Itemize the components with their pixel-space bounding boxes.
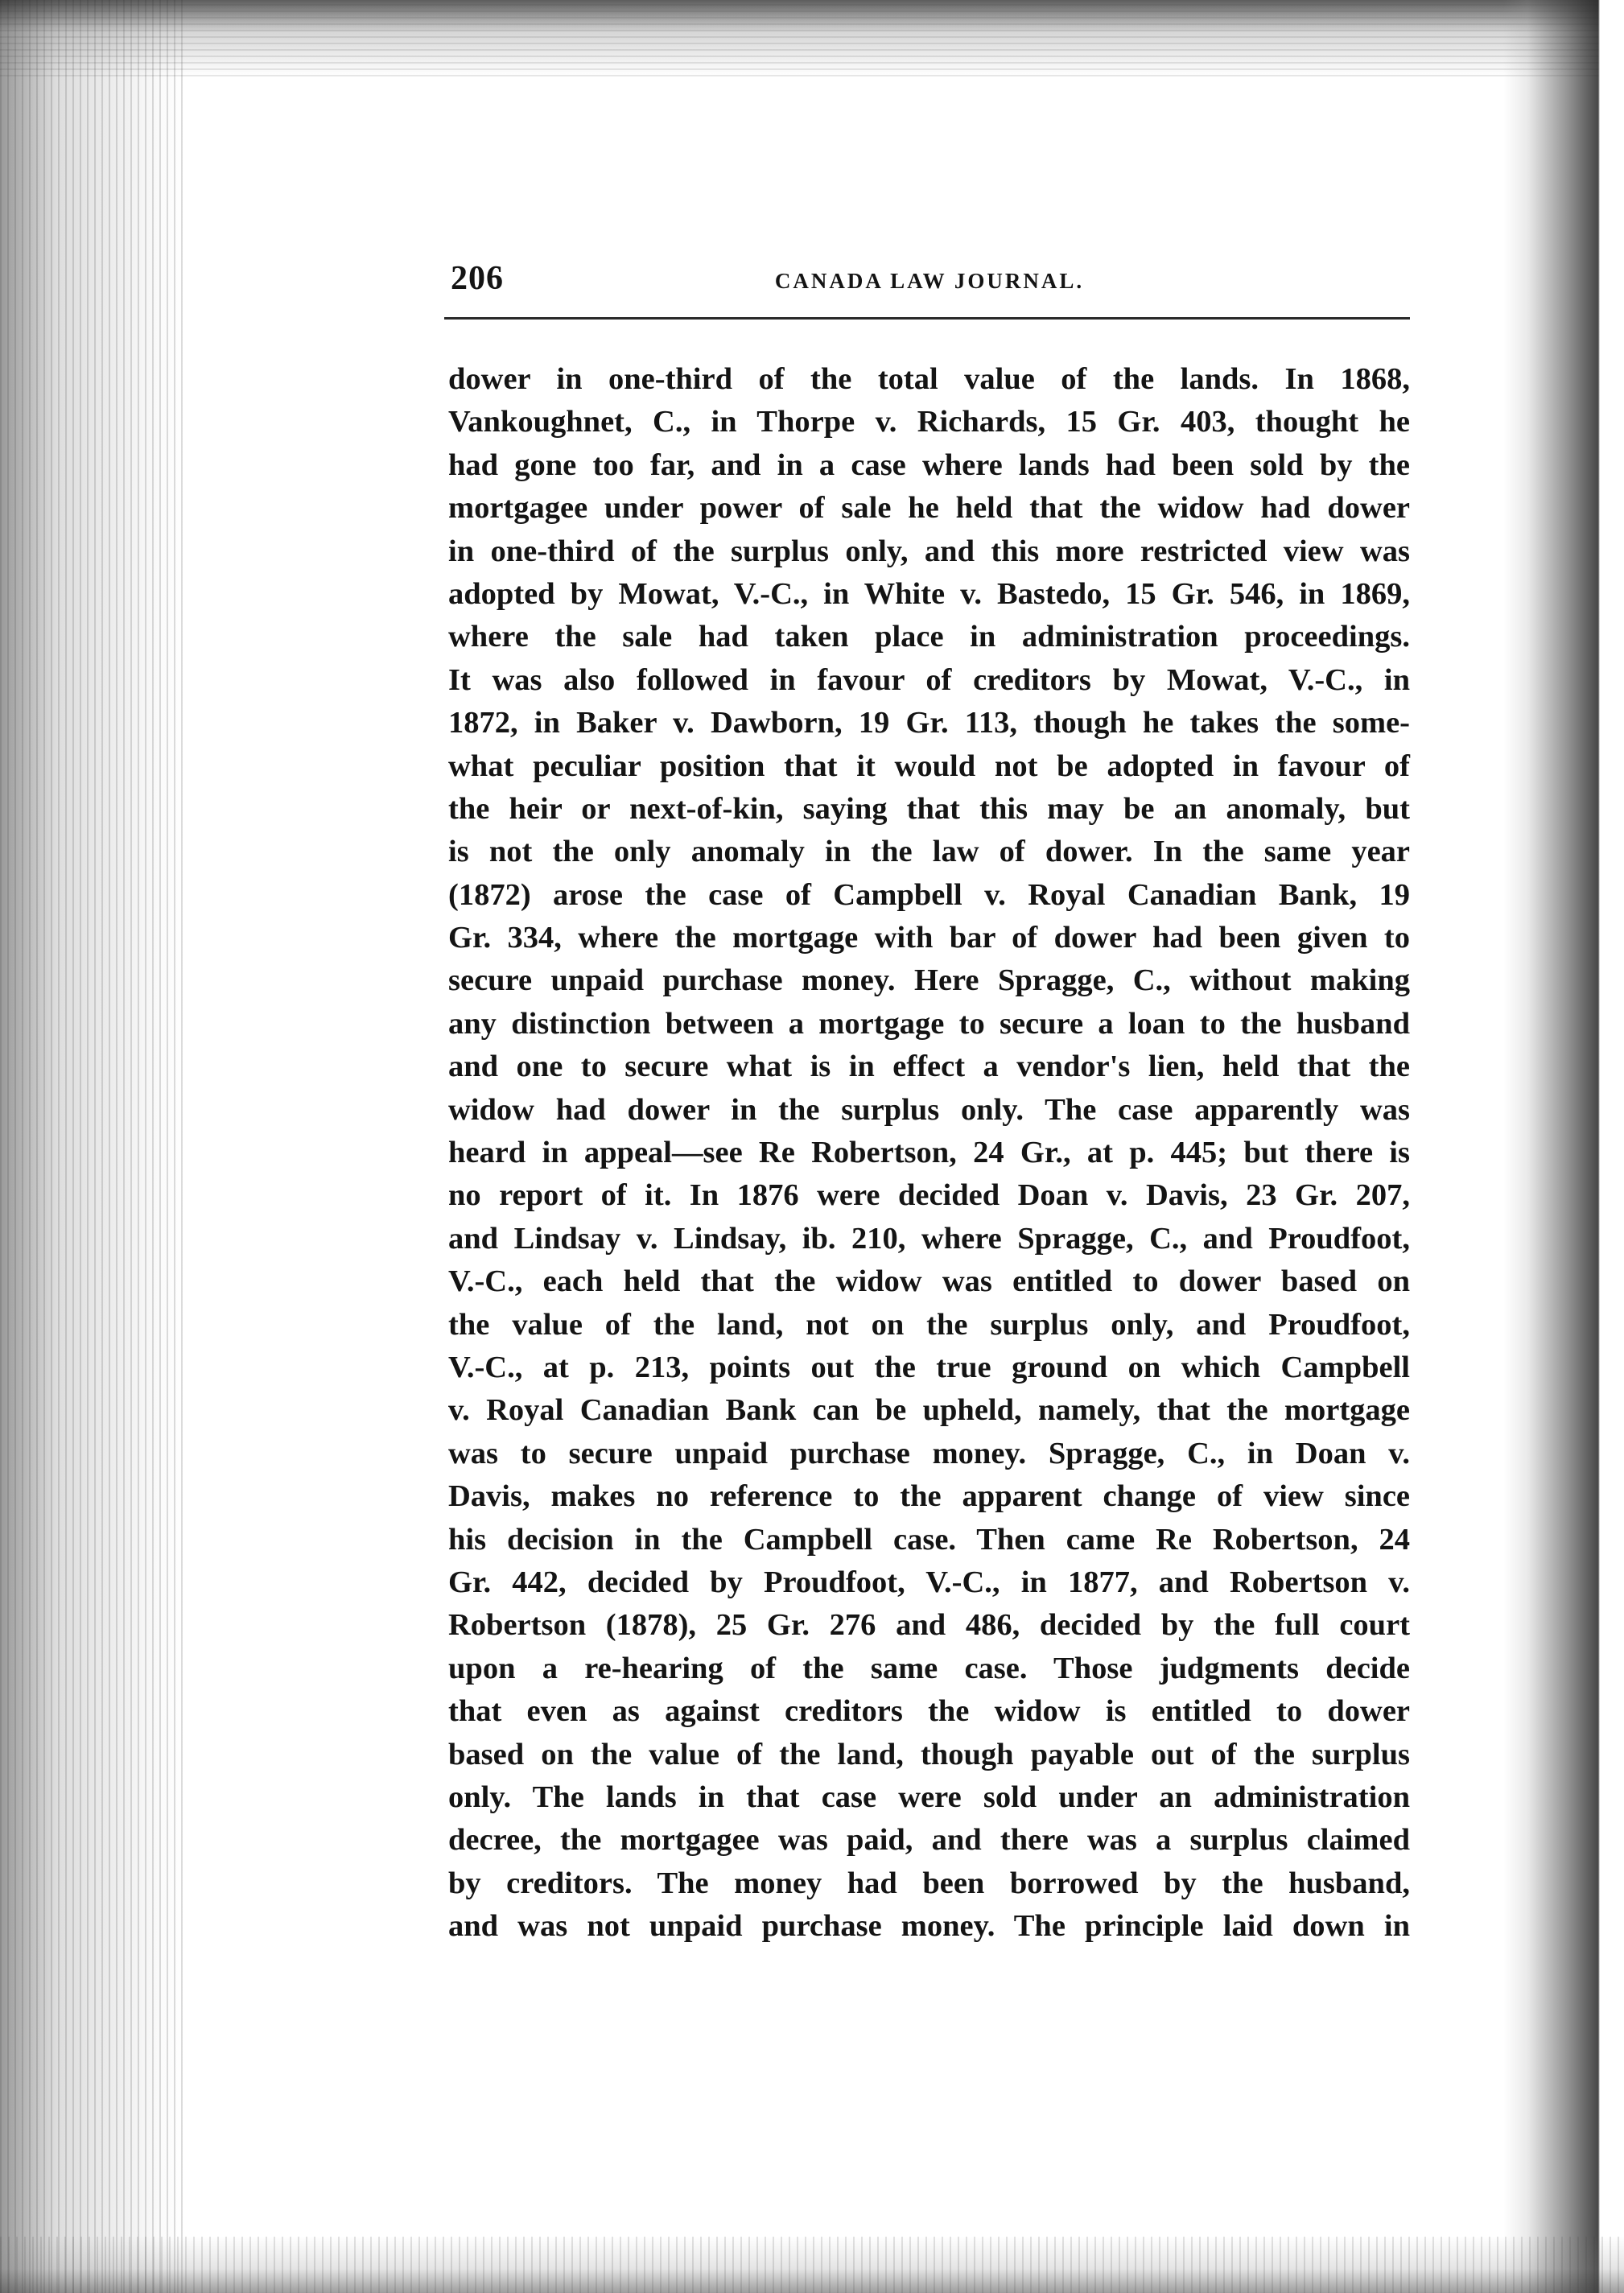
scan-edge-top bbox=[0, 0, 1624, 76]
text-line: where the sale had taken place in administration proceedings. bbox=[448, 620, 1410, 654]
text-line: his decision in the Campbell case. Then came Re Robertson, 24 bbox=[448, 1522, 1410, 1557]
text-line: dower in one-third of the total value of the lands. In 1868, bbox=[448, 362, 1410, 396]
text-line: that even as against creditors the widow is entitled to dower bbox=[448, 1694, 1410, 1729]
page-number: 206 bbox=[451, 260, 504, 297]
text-line: decree, the mortgagee was paid, and there was a surplus claimed bbox=[448, 1823, 1410, 1858]
scan-edge-right bbox=[1503, 0, 1624, 2293]
text-line: upon a re-hearing of the same case. Those judgments decide bbox=[448, 1651, 1410, 1685]
text-line: 1872, in Baker v. Dawborn, 19 Gr. 113, though he takes the some- bbox=[448, 706, 1410, 740]
text-line: the heir or next-of-kin, saying that this may be an anomaly, but bbox=[448, 791, 1410, 826]
header-rule bbox=[444, 317, 1410, 320]
page-header bbox=[451, 259, 1408, 307]
text-line: Vankoughnet, C., in Thorpe v. Richards, 15 Gr. 403, thought he bbox=[448, 405, 1410, 439]
text-line: in one-third of the surplus only, and this more restricted view was bbox=[448, 534, 1410, 568]
scan-edge-left bbox=[0, 0, 185, 2293]
text-line: secure unpaid purchase money. Here Spragge, C., without making bbox=[448, 963, 1410, 998]
text-line: only. The lands in that case were sold under an administration bbox=[448, 1780, 1410, 1814]
text-line: what peculiar position that it would not be adopted in favour of bbox=[448, 749, 1410, 783]
running-head: CANADA LAW JOURNAL. bbox=[774, 269, 1085, 293]
text-line: (1872) arose the case of Campbell v. Royal Canadian Bank, 19 bbox=[448, 877, 1410, 912]
text-line: v. Royal Canadian Bank can be upheld, namely, that the mortgage bbox=[448, 1393, 1410, 1428]
text-line: Gr. 334, where the mortgage with bar of dower had been given to bbox=[448, 921, 1410, 955]
text-line: no report of it. In 1876 were decided Doan v. Davis, 23 Gr. 207, bbox=[448, 1178, 1410, 1213]
text-line: Robertson (1878), 25 Gr. 276 and 486, decided by the full court bbox=[448, 1608, 1410, 1643]
text-line: It was also followed in favour of creditors by Mowat, V.-C., in bbox=[448, 662, 1410, 697]
text-line: Davis, makes no reference to the apparent change of view since bbox=[448, 1479, 1410, 1514]
text-line: mortgagee under power of sale he held that the widow had dower bbox=[448, 491, 1410, 526]
text-line: based on the value of the land, though payable out of the surplus bbox=[448, 1737, 1410, 1771]
text-line: is not the only anomaly in the law of dower. In the same year bbox=[448, 835, 1410, 869]
text-line: Gr. 442, decided by Proudfoot, V.-C., in 1877, and Robertson v. bbox=[448, 1565, 1410, 1599]
text-line: widow had dower in the surplus only. The case apparently was bbox=[448, 1092, 1410, 1127]
text-line: and one to secure what is in effect a vendor's lien, held that the bbox=[448, 1050, 1410, 1084]
text-line: V.-C., at p. 213, points out the true ground on which Campbell bbox=[448, 1350, 1410, 1384]
text-line: and Lindsay v. Lindsay, ib. 210, where Spragge, C., and Proudfoot, bbox=[448, 1221, 1410, 1256]
body-text bbox=[448, 358, 1410, 1948]
text-line: had gone too far, and in a case where lands had been sold by the bbox=[448, 447, 1410, 482]
scan-edge-bottom bbox=[0, 2237, 1624, 2293]
text-line: by creditors. The money had been borrowed by the husband, bbox=[448, 1866, 1410, 1900]
text-line: adopted by Mowat, V.-C., in White v. Bastedo, 15 Gr. 546, in 1869, bbox=[448, 576, 1410, 611]
text-line: and was not unpaid purchase money. The principle laid down in bbox=[448, 1909, 1410, 1944]
text-line: heard in appeal—see Re Robertson, 24 Gr., at p. 445; but there is bbox=[448, 1136, 1410, 1170]
text-line: was to secure unpaid purchase money. Spragge, C., in Doan v. bbox=[448, 1436, 1410, 1470]
text-line: the value of the land, not on the surplus only, and Proudfoot, bbox=[448, 1307, 1410, 1342]
text-line: V.-C., each held that the widow was entitled to dower based on bbox=[448, 1264, 1410, 1299]
text-line: any distinction between a mortgage to secure a loan to the husband bbox=[448, 1006, 1410, 1041]
